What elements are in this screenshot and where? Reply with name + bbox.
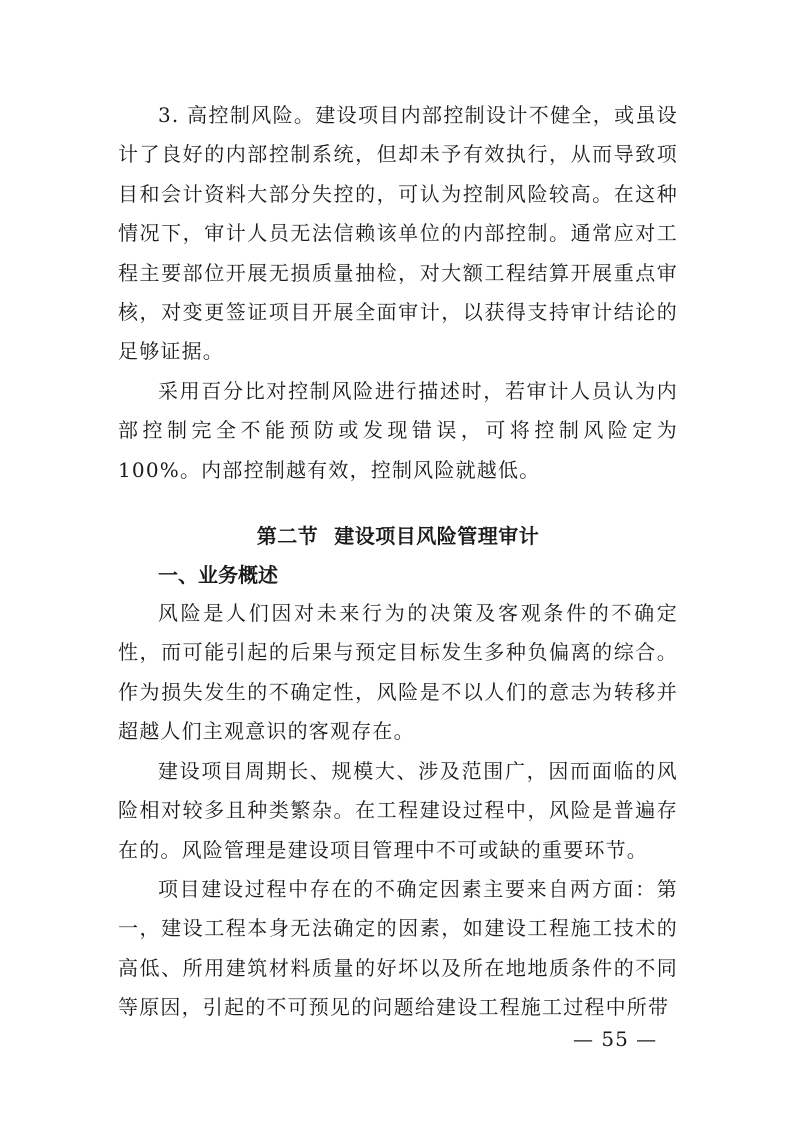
paragraph-uncertainty-sources: 项目建设过程中存在的不确定因素主要来自两方面：第一，建设工程本身无法确定的因素，如建设工程施工技术的高低、所用建筑材料质量的好坏以及所在地地质条件的不同等原因，引起的不可预见的问题给建设工程施工过程中所带 [118, 876, 678, 1020]
page-number: — 55 — [573, 1027, 658, 1051]
paragraph-project-risk: 建设项目周期长、规模大、涉及范围广，因而面临的风险相对较多且种类繁杂。在工程建设过程中，风险是普遍存在的。风险管理是建设项目管理中不可或缺的重要环节。 [118, 758, 678, 862]
section-title [118, 516, 678, 556]
paragraph-risk-definition: 风险是人们因对未来行为的决策及客观条件的不确定性，而可能引起的后果与预定目标发生多种负偏离的综合。作为损失发生的不确定性，风险是不以人们的意志为转移并超越人们主观意识的客观存在。 [118, 601, 678, 744]
paragraph-percentage-description: 采用百分比对控制风险进行描述时，若审计人员认为内部控制完全不能预防或发现错误，可将控制风险定为100%。内部控制越有效，控制风险就越低。 [118, 378, 678, 482]
subsection-heading: 一、业务概述 [158, 563, 278, 588]
section-title-text: 建设项目风险管理审计 [334, 524, 540, 549]
section-number: 第二节 [256, 524, 319, 549]
document-page [118, 96, 678, 1028]
paragraph-high-control-risk: 3. 高控制风险。建设项目内部控制设计不健全，或虽设计了良好的内部控制系统，但却未予有效执行，从而导致项目和会计资料大部分失控的，可认为控制风险较高。在这种情况下，审计人员无法信赖该单位的内部控制。通常应对工程主要部位开展无损质量抽检，对大额工程结算开展重点审核，对变更签证项目开展全面审计，以获得支持审计结论的足够证据。 [118, 103, 678, 364]
